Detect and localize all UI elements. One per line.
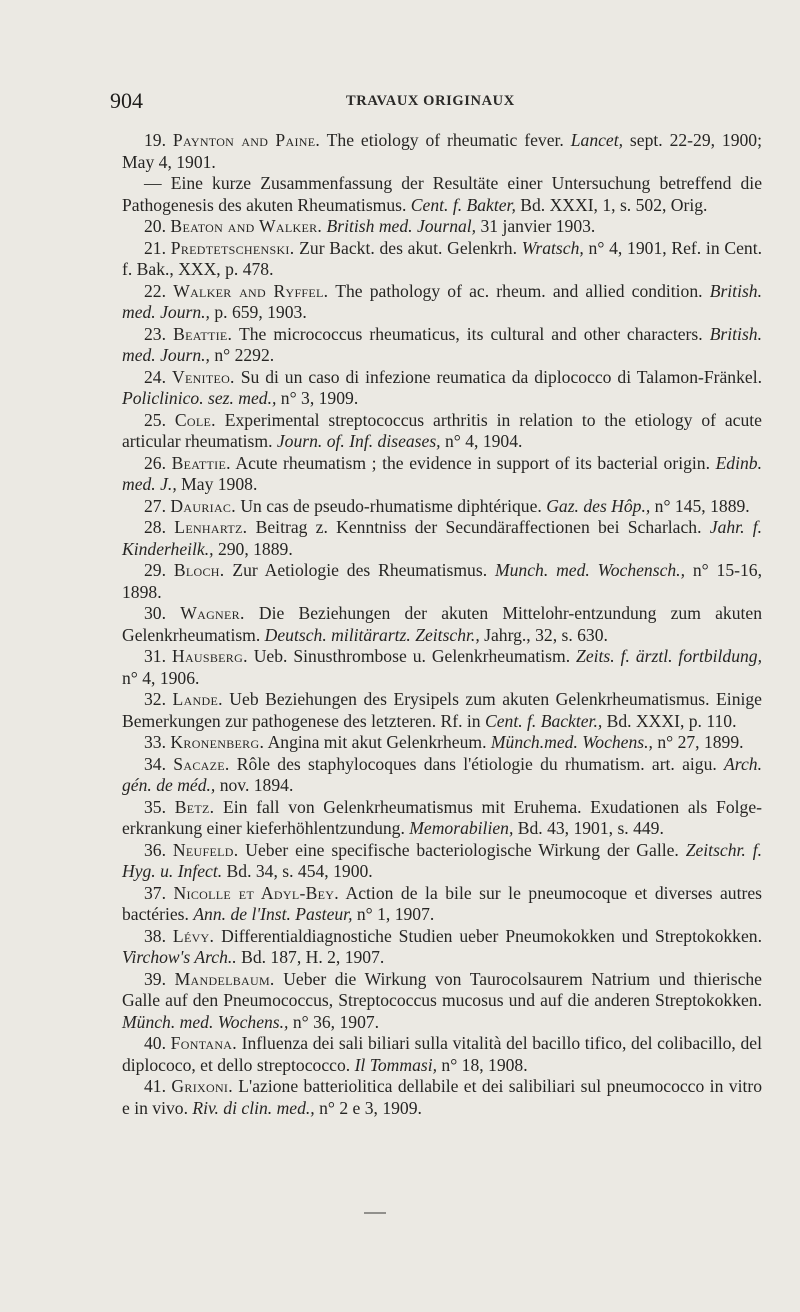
ref-journal: Journ. of. Inf. diseases, (276, 431, 441, 451)
ref-authors: Walker and Ryffel. (173, 280, 329, 301)
ref-journal: British med. Journal, (326, 216, 477, 236)
ref-journal: Riv. di clin. med., (192, 1097, 315, 1118)
ref-title: Zur Aetiologie des Rheumatismus. (224, 560, 495, 580)
ref-details: n° 1, 1907. (352, 904, 435, 924)
ref-journal: British. med. Journ., (122, 280, 763, 322)
ref-number: 24. (144, 366, 166, 387)
ref-details: n° 27, 1899. (652, 732, 744, 752)
ref-number: 28. (144, 517, 166, 537)
ref-journal: Il Tommasi, (354, 1054, 438, 1075)
ref-details: Jahrg., 32, s. 630. (479, 624, 608, 645)
reference-entry (122, 281, 762, 324)
reference-entry (122, 130, 762, 173)
ref-authors: Dauriac. (170, 495, 236, 516)
ref-number: 32. (144, 689, 166, 709)
ref-number: 39. (144, 968, 166, 989)
ref-title: Ueb Beziehungen des Erysipels zum akuten Gelenkrheumatismus. Einige Bemerkungen zur pathogenese des letzteren. Rf. in (122, 689, 762, 731)
ref-number: 23. (144, 323, 166, 344)
ref-number: 20. (144, 216, 166, 236)
ref-details: n° 145, 1889. (650, 495, 750, 516)
ref-number: 31. (144, 646, 166, 666)
ref-authors: Lenhartz. (174, 517, 248, 537)
ref-authors: Fontana. (170, 1033, 237, 1053)
ref-title: The pathology of ac. rheum. and allied condition. (328, 280, 710, 301)
reference-entry (122, 173, 762, 216)
ref-details: May 1908. (176, 474, 258, 494)
ref-authors: Paynton and Paine. (172, 130, 321, 150)
reference-entry (122, 883, 762, 926)
reference-entry (122, 732, 762, 754)
ref-details: sept. 22-29, 1900; May 4, 1901. (122, 130, 762, 172)
reference-entry (122, 216, 762, 238)
ref-authors: Betz. (174, 796, 215, 817)
reference-entry (122, 646, 762, 689)
ref-title: Beitrag z. Kenntniss der Secundäraffectionen bei Scharlach. (247, 517, 710, 537)
reference-entry (122, 324, 762, 367)
ref-number: 33. (144, 732, 166, 752)
ref-number: 27. (144, 495, 166, 516)
reference-entry (122, 560, 762, 603)
ref-authors: Nicolle et Adyl-Bey. (173, 882, 339, 903)
ref-details: n° 4, 1906. (122, 667, 200, 688)
ref-number: 35. (144, 796, 166, 817)
ref-journal: Ann. de l'Inst. Pasteur, (193, 904, 353, 924)
ref-authors: Sacaze. (173, 753, 230, 774)
ref-authors: Lévy. (172, 925, 215, 946)
ref-journal: Memorabilien, (409, 818, 514, 838)
ref-details: p. 659, 1903. (209, 302, 307, 322)
ref-title: Zur Backt. des akut. Gelenkrh. (294, 237, 522, 258)
ref-journal: Virchow's Arch.. (122, 947, 237, 967)
print-mark (364, 1212, 386, 1214)
reference-entry (122, 754, 762, 797)
ref-number: 41. (144, 1076, 166, 1096)
ref-number: 30. (144, 603, 166, 623)
ref-journal: British. med. Journ., (122, 323, 762, 365)
ref-title: — Eine kurze Zusammenfassung der Resultäte einer Untersuchung betreffend die Pathogenesis des akuten Rheumatismus. (122, 173, 762, 215)
reference-entry (122, 496, 762, 518)
ref-number: 40. (144, 1033, 166, 1053)
ref-title: The micrococcus rheumaticus, its cultural and other characters. (232, 323, 710, 344)
reference-entry (122, 410, 762, 453)
ref-number: 37. (144, 882, 166, 903)
ref-title: Rôle des staphylocoques dans l'étiologie du rhumatism. art. aigu. (229, 753, 725, 774)
ref-authors: Grixoni. (171, 1076, 233, 1096)
reference-list (122, 130, 762, 1119)
ref-journal: Lancet, (570, 130, 624, 150)
ref-number: 25. (144, 409, 166, 430)
ref-authors: Bloch. (173, 560, 225, 580)
reference-entry (122, 840, 762, 883)
ref-journal: Jahr. f. Kinderheilk., (122, 517, 763, 559)
ref-journal: Münch. med. Wochens., (122, 1011, 289, 1032)
ref-details: 290, 1889. (213, 538, 293, 559)
reference-entry (122, 1033, 762, 1076)
ref-details: 31 janvier 1903. (476, 216, 596, 236)
ref-journal: Munch. med. Wochensch., (494, 560, 685, 580)
ref-authors: Beaton and Walker. (170, 216, 323, 236)
ref-title: Die Beziehungen der akuten Mittelohr-entzundung zum akuten Gelenkrheumatism. (122, 603, 762, 645)
ref-authors: Cole. (174, 409, 216, 430)
ref-title: Action de la bile sur le pneumocoque et diverses autres bactéries. (122, 882, 762, 924)
running-title: TRAVAUX ORIGINAUX (346, 93, 515, 109)
ref-details: nov. 1894. (215, 775, 294, 795)
ref-title: Angina mit akut Gelenkrheum. (264, 732, 491, 752)
ref-number: 19. (144, 130, 166, 150)
page-header (110, 88, 700, 118)
ref-details: n° 3, 1909. (276, 388, 359, 408)
ref-title: Su di un caso di infezione reumatica da diplococco di Talamon-Fränkel. (234, 366, 762, 387)
ref-title: Influenza dei sali biliari sulla vitalità del bacillo tifico, del colibacillo, del diplococo, et dello streptococco. (122, 1033, 762, 1075)
ref-title: Ueber die Wirkung von Taurocolsaurem Natrium und thierische Galle auf den Pneumococcus, Streptococcus mucosus und auf die anderen Streptokokken. (122, 968, 762, 1010)
reference-entry (122, 797, 762, 840)
reference-entry (122, 517, 762, 560)
ref-title: Differentialdiagnostiche Studien ueber Pneumokokken und Streptokokken. (214, 925, 762, 946)
ref-details: n° 18, 1908. (437, 1054, 528, 1075)
ref-journal: Edinb. med. J., (122, 452, 762, 494)
reference-entry (122, 1076, 762, 1119)
ref-title: Un cas de pseudo-rhumatisme diphtérique. (235, 495, 547, 516)
ref-details: n° 36, 1907. (288, 1011, 380, 1032)
ref-journal: Münch.med. Wochens., (490, 732, 653, 752)
ref-details: n° 4, 1901, Ref. in Cent. f. Bak., XXX, p. 478. (122, 237, 762, 279)
ref-authors: Wagner. (180, 603, 245, 623)
reference-entry (122, 969, 762, 1034)
reference-entry (122, 689, 762, 732)
ref-authors: Lande. (172, 689, 223, 709)
ref-authors: Beattie. (171, 452, 231, 473)
ref-journal: Cent. f. Bakter, (410, 194, 516, 215)
ref-authors: Predtetschenski. (170, 237, 295, 258)
ref-number: 22. (144, 280, 166, 301)
ref-journal: Zeits. f. ärztl. fortbildung, (576, 646, 763, 666)
ref-journal: Policlinico. sez. med., (122, 388, 277, 408)
ref-details: Bd. XXXI, p. 110. (602, 710, 737, 731)
ref-title: L'azione batteriolitica dellabile et dei salibiliari sul pneumococco in vitro e in vivo. (122, 1076, 762, 1118)
reference-entry (122, 238, 762, 281)
reference-entry (122, 926, 762, 969)
ref-number: 26. (144, 452, 166, 473)
ref-authors: Beattie. (173, 323, 233, 344)
ref-authors: Hausberg. (171, 646, 248, 666)
ref-details: Bd. XXXI, 1, s. 502, Orig. (515, 194, 708, 215)
ref-details: n° 2 e 3, 1909. (314, 1097, 422, 1118)
ref-number: 34. (144, 753, 166, 774)
ref-number: 29. (144, 560, 166, 580)
ref-number: 21. (144, 237, 166, 258)
ref-journal: Gaz. des Hôp., (546, 495, 651, 516)
ref-authors: Mandelbaum. (174, 968, 275, 989)
ref-details: Bd. 34, s. 454, 1900. (222, 861, 373, 881)
ref-authors: Veniteo. (171, 366, 235, 387)
ref-details: n° 15-16, 1898. (122, 560, 763, 602)
ref-details: n° 2292. (209, 345, 275, 365)
reference-entry (122, 453, 762, 496)
reference-entry (122, 603, 762, 646)
ref-title: The etiology of rheumatic fever. (320, 130, 571, 150)
ref-journal: Wratsch, (521, 237, 584, 258)
ref-journal: Zeitschr. f. Hyg. u. Infect. (122, 839, 762, 881)
page-number: 904 (110, 88, 143, 113)
ref-number: 36. (144, 839, 166, 860)
ref-journal: Deutsch. militärartz. Zeitschr., (264, 624, 480, 645)
ref-details: Bd. 43, 1901, s. 449. (513, 818, 664, 838)
ref-title: Acute rheumatism ; the evidence in support of its bacterial origin. (230, 452, 716, 473)
reference-entry (122, 367, 762, 410)
ref-title: Experimental streptococcus arthritis in relation to the etiology of acute articular rheumatism. (122, 409, 762, 451)
ref-title: Ein fall von Gelenkrheumatismus mit Eruhema. Exudationen als Folge-erkrankung einer kieferhöhlentzundung. (122, 796, 762, 838)
ref-journal: Cent. f. Backter., (484, 710, 603, 731)
ref-authors: Neufeld. (172, 839, 239, 860)
ref-title: Ueb. Sinusthrombose u. Gelenkrheumatism. (247, 646, 577, 666)
ref-title: Ueber eine specifische bacteriologische Wirkung der Galle. (238, 839, 686, 860)
ref-journal: Arch. gén. de méd., (122, 753, 762, 795)
ref-details: Bd. 187, H. 2, 1907. (236, 947, 385, 967)
ref-number: 38. (144, 925, 166, 946)
ref-details: n° 4, 1904. (440, 431, 523, 451)
ref-authors: Kronenberg. (170, 732, 265, 752)
